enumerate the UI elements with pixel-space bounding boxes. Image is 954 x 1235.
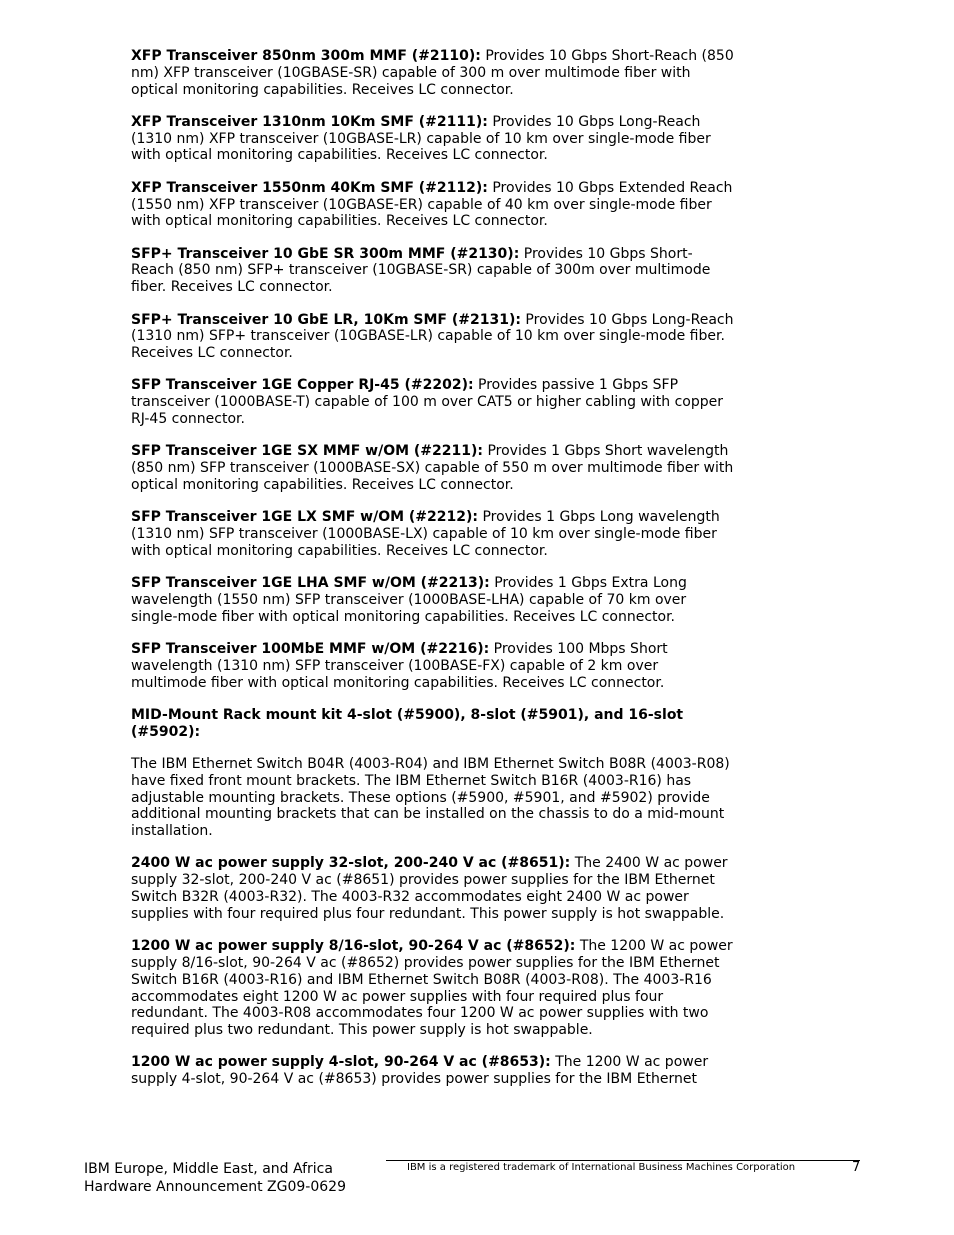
feature-description: Provides 1 Gbps Extra Long wavelength (1550 nm) SFP transceiver (1000BASE-LHA) capable of 70 km over single-mode fiber with optical monitoring capabilities. Receives LC connector.: [131, 575, 687, 625]
feature-title: SFP Transceiver 1GE SX MMF w/OM (#2211):: [131, 443, 484, 460]
feature-description: Provides 10 Gbps Long-Reach (1310 nm) XFP transceiver (10GBASE-LR) capable of 10 km over single-mode fiber with optical monitoring capabilities. Receives LC connector.: [131, 113, 711, 164]
rack-kit-description: The IBM Ethernet Switch B04R (4003-R04) and IBM Ethernet Switch B08R (4003-R08) have fixed front mount brackets. The IBM Ethernet Switch B16R (4003-R16) has adjustable mounting brackets. These options (#5900, #5901, and #5902) provide additional mounting brackets that can be installed on the chassis to do a mid-mount installation.: [131, 756, 730, 840]
feature-paragraph-2110: [131, 48, 734, 98]
feature-description: Provides 10 Gbps Long-Reach (1310 nm) SFP+ transceiver (10GBASE-LR) capable of 10 km over single-mode fiber. Receives LC connector.: [131, 311, 734, 362]
page-number: 7: [852, 1160, 861, 1175]
feature-paragraph-2216: [131, 641, 734, 691]
feature-title: SFP+ Transceiver 10 GbE LR, 10Km SMF (#2131):: [131, 311, 521, 328]
feature-description: Provides 1 Gbps Long wavelength (1310 nm) SFP transceiver (1000BASE-LX) capable of 10 km over single-mode fiber with optical monitoring capabilities. Receives LC connector.: [131, 509, 720, 559]
footer-trademark-notice: IBM is a registered trademark of International Business Machines Corporation: [407, 1162, 796, 1173]
feature-paragraph-2211: [131, 443, 734, 493]
feature-title: XFP Transceiver 1310nm 10Km SMF (#2111):: [131, 113, 488, 130]
feature-paragraph-8653: [131, 1054, 734, 1088]
footer-divider: [386, 1160, 860, 1161]
feature-description: Provides 10 Gbps Short-Reach (850 nm) SFP+ transceiver (10GBASE-SR) capable of 300m over multimode fiber. Receives LC connector.: [131, 245, 711, 296]
feature-paragraph-2202: [131, 377, 734, 427]
feature-paragraph-8652: [131, 938, 734, 1039]
rack-kit-heading: MID-Mount Rack mount kit 4-slot (#5900), 8-slot (#5901), and 16-slot (#5902):: [131, 706, 684, 740]
feature-title: XFP Transceiver 850nm 300m MMF (#2110):: [131, 48, 481, 64]
footer-announcement-number: Hardware Announcement ZG09-0629: [84, 1178, 346, 1195]
feature-title: SFP+ Transceiver 10 GbE SR 300m MMF (#2130):: [131, 245, 520, 262]
document-body: [131, 48, 734, 1104]
feature-description: The 1200 W ac power supply 8/16-slot, 90-264 V ac (#8652) provides power supplies for the IBM Ethernet Switch B16R (4003-R16) and IBM Ethernet Switch B08R (4003-R08). The 4003-R16 accommodates eight 1200 W ac power supplies with four required plus four redundant. The 4003-R08 accommodates four 1200 W ac power supplies with two required plus two redundant. This power supply is hot swappable.: [131, 938, 733, 1039]
feature-paragraph-2130: [131, 246, 734, 296]
feature-title: 2400 W ac power supply 32-slot, 200-240 V ac (#8651):: [131, 855, 571, 872]
feature-paragraph-8651: [131, 855, 734, 922]
feature-title: SFP Transceiver 1GE Copper RJ-45 (#2202):: [131, 377, 474, 394]
footer-announcement-info: [84, 1161, 346, 1196]
feature-paragraph-2213: [131, 575, 734, 625]
feature-title: SFP Transceiver 1GE LX SMF w/OM (#2212):: [131, 509, 478, 526]
feature-description: Provides 1 Gbps Short wavelength (850 nm) SFP transceiver (1000BASE-SX) capable of 550 m over multimode fiber with optical monitoring capabilities. Receives LC connector.: [131, 443, 734, 493]
feature-description: The 2400 W ac power supply 32-slot, 200-240 V ac (#8651) provides power supplies for the IBM Ethernet Switch B32R (4003-R32). The 4003-R32 accommodates eight 2400 W ac power supplies with four required plus four redundant. This power supply is hot swappable.: [131, 855, 728, 922]
feature-description: Provides 10 Gbps Extended Reach (1550 nm) XFP transceiver (10GBASE-ER) capable of 40 km over single-mode fiber with optical monitoring capabilities. Receives LC connector.: [131, 179, 733, 230]
feature-title: 1200 W ac power supply 8/16-slot, 90-264 V ac (#8652):: [131, 938, 576, 955]
feature-description: Provides 100 Mbps Short wavelength (1310 nm) SFP transceiver (100BASE-FX) capable of 2 km over multimode fiber with optical monitoring capabilities. Receives LC connector.: [131, 641, 668, 691]
feature-title: SFP Transceiver 100MbE MMF w/OM (#2216):: [131, 641, 490, 658]
footer-region: IBM Europe, Middle East, and Africa: [84, 1161, 333, 1177]
feature-description: The 1200 W ac power supply 4-slot, 90-264 V ac (#8653) provides power supplies for the IBM Ethernet: [131, 1054, 709, 1088]
feature-title: SFP Transceiver 1GE LHA SMF w/OM (#2213):: [131, 575, 490, 592]
feature-description: Provides 10 Gbps Short-Reach (850 nm) XFP transceiver (10GBASE-SR) capable of 300 m over multimode fiber with optical monitoring capabilities. Receives LC connector.: [131, 48, 734, 98]
feature-title: XFP Transceiver 1550nm 40Km SMF (#2112):: [131, 179, 488, 196]
feature-paragraph-2111: [131, 114, 734, 164]
feature-paragraph-2112: [131, 180, 734, 230]
feature-title: 1200 W ac power supply 4-slot, 90-264 V ac (#8653):: [131, 1054, 551, 1071]
feature-paragraph-2131: [131, 312, 734, 362]
feature-description: Provides passive 1 Gbps SFP transceiver (1000BASE-T) capable of 100 m over CAT5 or higher cabling with copper RJ-45 connector.: [131, 377, 723, 428]
feature-paragraph-2212: [131, 509, 734, 559]
